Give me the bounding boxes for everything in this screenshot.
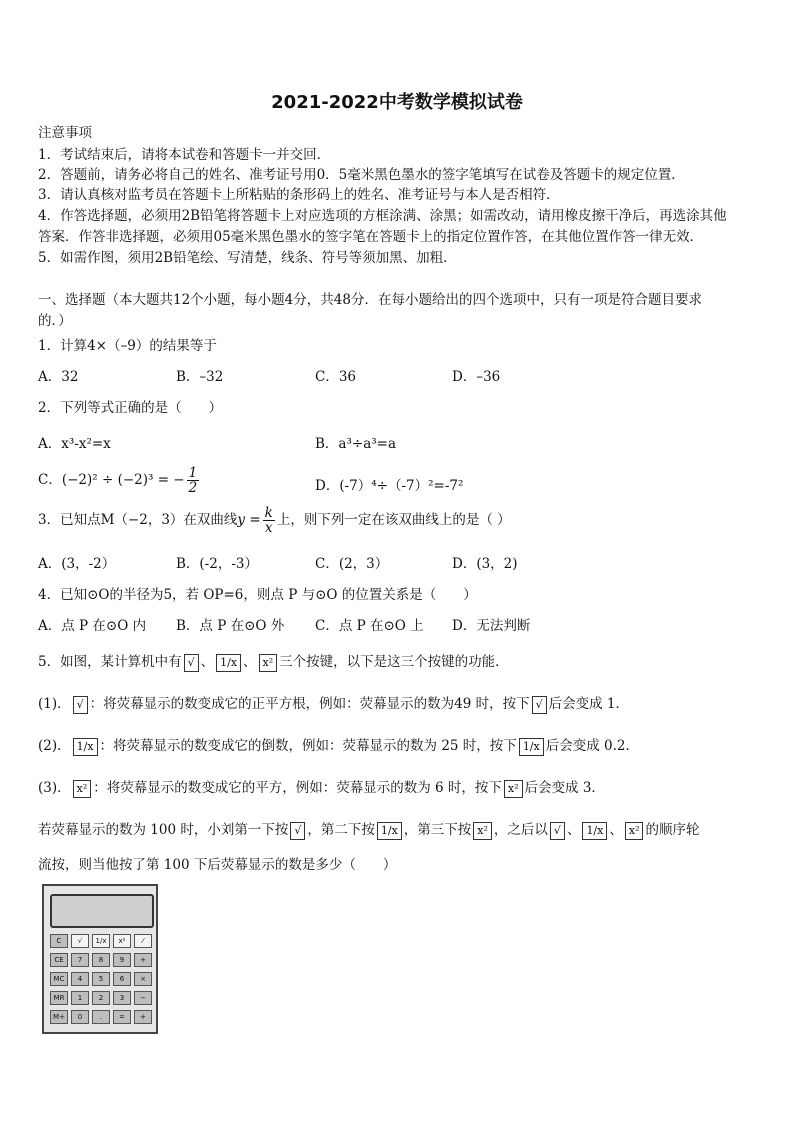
reciprocal-key: 1/x — [73, 738, 98, 756]
separator: 、 — [566, 822, 581, 838]
calculator-key: 8 — [92, 953, 110, 967]
q4-option-a: A．点 P 在⊙O 内 — [38, 618, 147, 634]
section-heading: 一、选择题（本大题共12个小题，每小题4分，共48分．在每小题给出的四个选项中，只有一项是符合题目要求 — [38, 292, 702, 308]
q4-option-d: D．无法判断 — [452, 618, 531, 634]
question-1-stem: 1．计算4×（–9）的结果等于 — [38, 338, 217, 354]
fraction-numerator: 1 — [188, 465, 198, 481]
function-result: 后会变成 1． — [548, 696, 630, 712]
calculator-key: − — [134, 991, 152, 1005]
calculator-key: 2 — [92, 991, 110, 1005]
notice-item: 2．答题前，请务必将自己的姓名、准考证号用0．5毫米黑色墨水的签字笔填写在试卷及答题卡的规定位置． — [38, 167, 685, 183]
q1-option-a: A．32 — [38, 369, 79, 385]
calculator-key: CE — [50, 953, 68, 967]
reciprocal-key: 1/x — [216, 654, 241, 672]
q3-function-y: y = — [237, 512, 261, 528]
reciprocal-key: 1/x — [582, 822, 607, 840]
section-heading-cont: 的．） — [38, 313, 72, 329]
calculator-key: 4 — [71, 972, 89, 986]
square-key: x² — [625, 822, 644, 840]
notice-item: 5．如需作图，须用2B铅笔绘、写清楚，线条、符号等须加黑、加粗． — [38, 250, 457, 266]
fraction-numerator: k — [264, 505, 273, 521]
q3-option-a: A．(3，-2） — [38, 556, 116, 572]
calculator-key: x² — [113, 934, 131, 948]
calculator-key: 1/x — [92, 934, 110, 948]
q1-option-d: D．–36 — [452, 369, 501, 385]
separator: 、 — [609, 822, 623, 838]
sqrt-key: √ — [532, 696, 547, 714]
calculator-key: 9 — [113, 953, 131, 967]
q2-option-a: A．x³-x²=x — [38, 436, 111, 452]
q4-option-c: C．点 P 在⊙O 上 — [315, 618, 424, 634]
notice-item: 答案．作答非选择题，必须用05毫米黑色墨水的签字笔在答题卡上的指定位置作答，在其他位置作答一律无效． — [38, 229, 704, 245]
square-key: x² — [473, 822, 492, 840]
calculator-key: + — [134, 1010, 152, 1024]
fraction-denominator: x — [264, 520, 273, 536]
q2-option-c-fraction — [187, 466, 200, 495]
function-result: 后会变成 3． — [524, 780, 605, 796]
square-key: x² — [259, 654, 278, 672]
sequence-text: 的顺序轮 — [645, 822, 700, 838]
function-label: (3)． — [38, 780, 71, 796]
function-result: 后会变成 0.2． — [545, 738, 639, 754]
calculator-key: ⁄ — [134, 934, 152, 948]
q3-stem-post: 上，则下列一定在该双曲线上的是（ ） — [276, 512, 511, 528]
calculator-key: M+ — [50, 1010, 68, 1024]
q2-option-c-expr: C．(−2)² ÷ (−2)³ = − — [38, 472, 185, 488]
q2-option-b: B．a³÷a³=a — [315, 436, 397, 452]
calculator-key: . — [92, 1010, 110, 1024]
calculator-key: 5 — [92, 972, 110, 986]
notice-item: 1．考试结束后，请将本试卷和答题卡一并交回． — [38, 147, 331, 163]
calculator-key: MR — [50, 991, 68, 1005]
calculator-key: × — [134, 972, 152, 986]
question-2-stem: 2．下列等式正确的是（ ） — [38, 400, 223, 416]
question-4-stem: 4．已知⊙O的半径为5，若 OP=6，则点 P 与⊙O 的位置关系是（ ） — [38, 587, 477, 603]
q3-option-d: D．(3，2) — [452, 556, 518, 572]
q3-option-b: B．(-2，-3） — [176, 556, 258, 572]
notice-item: 4．作答选择题，必须用2B铅笔将答题卡上对应选项的方框涂满、涂黑；如需改动，请用橡皮擦干净后，再选涂其他 — [38, 208, 727, 224]
sqrt-key: √ — [550, 822, 565, 840]
q5-sequence-cont: 流按，则当他按了第 100 下后荧幕显示的数是多少（ ） — [38, 857, 397, 873]
q5-function-3 — [38, 776, 605, 798]
calculator-key: C — [50, 934, 68, 948]
q5-stem-post: 三个按键，以下是这三个按键的功能． — [279, 654, 509, 670]
page-title: 2021-2022中考数学模拟试卷 — [271, 92, 523, 113]
sequence-text: ，第三下按 — [403, 822, 472, 838]
calculator-key: √ — [71, 934, 89, 948]
calculator-key: 7 — [71, 953, 89, 967]
q2-option-d: D．(-7）⁴÷（-7）²=-7² — [315, 478, 464, 494]
q1-option-b: B．–32 — [176, 369, 224, 385]
function-desc: ：将荧幕显示的数变成它的正平方根，例如：荧幕显示的数为49 时，按下 — [89, 696, 530, 712]
sequence-text: ，第二下按 — [307, 822, 375, 838]
function-desc: ：将荧幕显示的数变成它的倒数，例如：荧幕显示的数为 25 时，按下 — [99, 738, 517, 754]
q3-fraction — [263, 506, 275, 535]
sqrt-key: √ — [290, 822, 305, 840]
sqrt-key: √ — [73, 696, 88, 714]
fraction-denominator: 2 — [188, 480, 198, 496]
q3-option-c: C．(2，3） — [315, 556, 389, 572]
function-desc: ：将荧幕显示的数变成它的平方，例如：荧幕显示的数为 6 时，按下 — [93, 780, 502, 796]
q5-function-2 — [38, 734, 639, 756]
function-label: (1)． — [38, 696, 71, 712]
reciprocal-key: 1/x — [519, 738, 544, 756]
square-key: x² — [73, 780, 92, 798]
calculator-key: 1 — [71, 991, 89, 1005]
q1-option-c: C．36 — [315, 369, 357, 385]
q5-sequence — [38, 818, 699, 840]
sqrt-key: √ — [184, 654, 199, 672]
notice-heading: 注意事项 — [38, 125, 92, 141]
calculator-screen — [50, 894, 154, 928]
sequence-text: 若荧幕显示的数为 100 时，小刘第一下按 — [38, 822, 289, 838]
q3-stem-pre: 3．已知点M（−2，3）在双曲线 — [38, 512, 238, 528]
question-3-stem — [38, 506, 511, 535]
function-label: (2)． — [38, 738, 71, 754]
calculator-key: + — [134, 953, 152, 967]
q5-function-1 — [38, 692, 629, 714]
calculator-key: 0 — [71, 1010, 89, 1024]
separator: 、 — [243, 654, 257, 670]
notice-item: 3．请认真核对监考员在答题卡上所粘贴的条形码上的姓名、准考证号与本人是否相符． — [38, 187, 560, 203]
square-key: x² — [504, 780, 523, 798]
calculator-key: 3 — [113, 991, 131, 1005]
calculator-key: = — [113, 1010, 131, 1024]
calculator-key: 6 — [113, 972, 131, 986]
q5-stem-pre: 5．如图，某计算机中有 — [38, 654, 182, 670]
calculator-figure — [42, 884, 158, 1034]
q4-option-b: B．点 P 在⊙O 外 — [176, 618, 285, 634]
reciprocal-key: 1/x — [377, 822, 402, 840]
sequence-text: ，之后以 — [493, 822, 548, 838]
separator: 、 — [200, 654, 215, 670]
question-5-stem — [38, 650, 509, 672]
q2-option-c — [38, 466, 201, 495]
calculator-key: MC — [50, 972, 68, 986]
